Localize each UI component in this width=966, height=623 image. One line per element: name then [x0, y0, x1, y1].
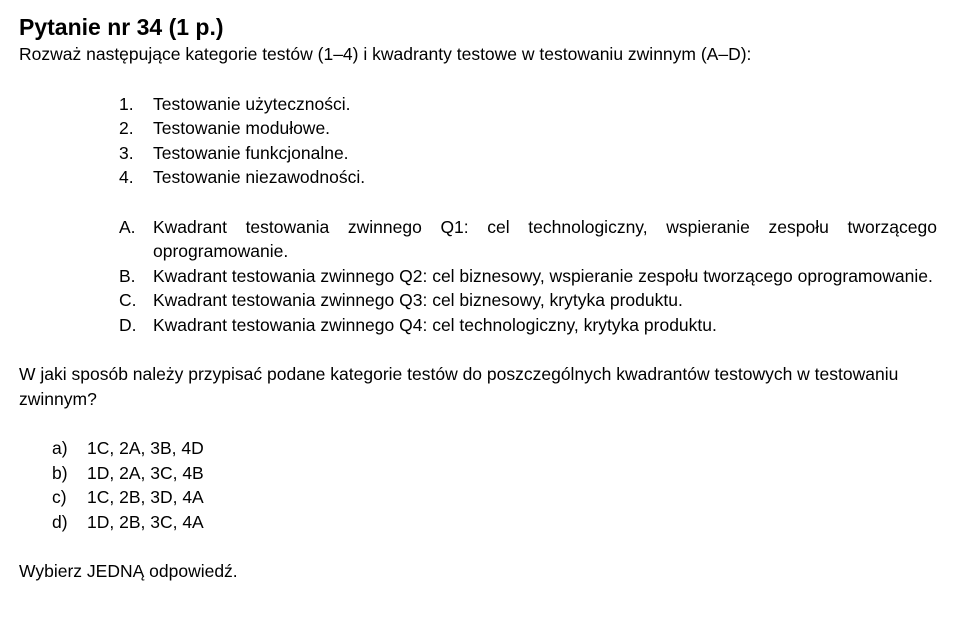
quadrant-marker: B. — [119, 265, 136, 286]
question-title: Pytanie nr 34 (1 p.) — [19, 14, 224, 40]
answer-options-list — [19, 436, 937, 534]
question-text: W jaki sposób należy przypisać podane kategorie testów do poszczególnych kwadrantów testowych w testowaniu zwinnym? — [19, 364, 899, 409]
quadrant-text: Kwadrant testowania zwinnego Q1: cel technologiczny, wspieranie zespołu tworzącego oprogramowanie. — [153, 216, 937, 261]
quadrant-item — [119, 215, 937, 264]
answer-text: 1D, 2A, 3C, 4B — [87, 462, 204, 483]
answer-marker: b) — [52, 462, 68, 483]
category-text: Testowanie modułowe. — [153, 118, 331, 138]
quadrant-marker: A. — [119, 216, 136, 237]
answer-text: 1D, 2B, 3C, 4A — [87, 511, 204, 532]
instruction-text: Wybierz JEDNĄ odpowiedź. — [19, 561, 238, 581]
category-item — [119, 141, 937, 166]
category-marker: 2. — [119, 118, 134, 138]
answer-text: 1C, 2A, 3B, 4D — [87, 438, 204, 458]
quadrant-item — [119, 264, 937, 289]
category-item — [119, 92, 937, 117]
quadrant-text: Kwadrant testowania zwinnego Q2: cel biznesowy, wspieranie zespołu tworzącego oprogramowanie. — [153, 265, 933, 286]
agile-quadrants-list — [19, 215, 937, 338]
quadrant-marker: D. — [119, 314, 137, 335]
category-text: Testowanie niezawodności. — [153, 167, 366, 187]
category-text: Testowanie funkcjonalne. — [153, 142, 349, 163]
answer-marker: d) — [52, 511, 68, 532]
intro-text: Rozważ następujące kategorie testów (1–4) i kwadranty testowe w testowaniu zwinnym (A–D): — [19, 44, 752, 64]
answer-text: 1C, 2B, 3D, 4A — [87, 487, 204, 507]
quadrant-text: Kwadrant testowania zwinnego Q4: cel technologiczny, krytyka produktu. — [153, 314, 717, 335]
answer-option-c[interactable] — [52, 485, 937, 510]
answer-option-b[interactable] — [52, 461, 937, 486]
quadrant-text: Kwadrant testowania zwinnego Q3: cel biznesowy, krytyka produktu. — [153, 290, 683, 310]
quadrant-marker: C. — [119, 290, 137, 310]
category-marker: 4. — [119, 167, 134, 187]
test-categories-list — [19, 92, 937, 190]
category-marker: 1. — [119, 93, 134, 114]
answer-option-a[interactable] — [52, 436, 937, 461]
category-marker: 3. — [119, 142, 134, 163]
category-item — [119, 165, 937, 190]
quadrant-item — [119, 288, 937, 313]
category-text: Testowanie użyteczności. — [153, 93, 351, 114]
answer-option-d[interactable] — [52, 510, 937, 535]
category-item — [119, 116, 937, 141]
question-page — [19, 12, 937, 584]
quadrant-item — [119, 313, 937, 338]
answer-marker: c) — [52, 487, 67, 507]
answer-marker: a) — [52, 438, 68, 458]
